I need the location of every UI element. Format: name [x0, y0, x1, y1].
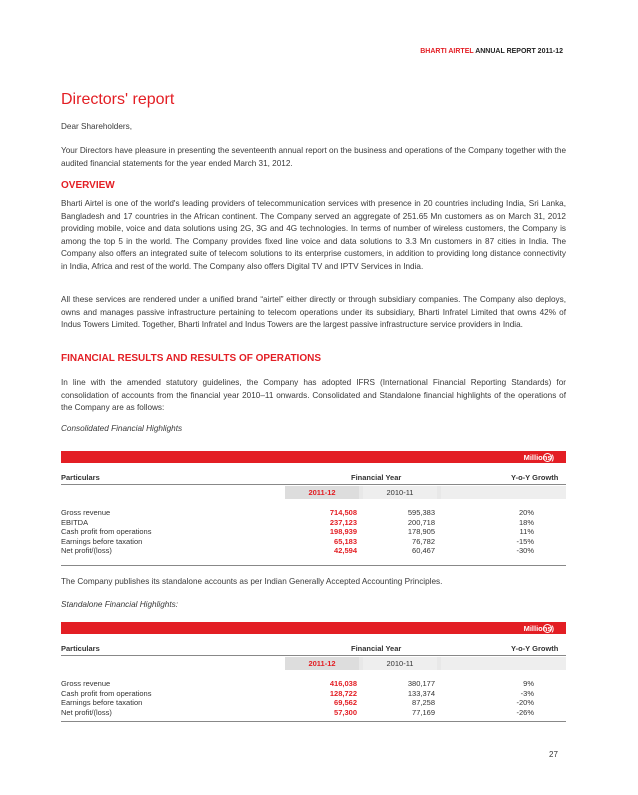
- value-growth: -30%: [516, 546, 534, 555]
- row-label: Net profit/(loss): [61, 546, 112, 555]
- value-growth: -20%: [516, 698, 534, 707]
- table-row: [61, 679, 566, 689]
- unit-label: Millions): [523, 624, 554, 633]
- row-label: Cash profit from operations: [61, 688, 152, 698]
- col-particulars: Particulars: [61, 644, 100, 653]
- table-row: [61, 518, 566, 528]
- value-growth: 11%: [519, 527, 534, 536]
- overview-paragraph-2: All these services are rendered under a unified brand “airtel” either directly or through subsidiary companies. The Company also deploys, owns and manages passive infrastructure pertaining to telecom operations under its subsidiary, Bharti Infratel Limited that owns 42% of Indus Towers Limited. Together, Bharti Infratel and Indus Towers are the largest passive infrastructure service providers in India.: [61, 295, 566, 329]
- row-label: EBITDA: [61, 517, 89, 527]
- value-year-1: 198,939: [329, 527, 357, 536]
- col-particulars: Particulars: [61, 473, 100, 482]
- value-growth: -15%: [516, 536, 534, 546]
- standalone-note: The Company publishes its standalone accounts as per Indian Generally Accepted Accounting Principles.: [61, 577, 443, 586]
- value-year-1: 714,508: [329, 508, 357, 517]
- value-year-2: 380,177: [407, 679, 435, 688]
- table-row: [61, 689, 566, 699]
- value-growth: 9%: [523, 679, 534, 688]
- year-subheader: [285, 657, 566, 670]
- value-year-1: 237,123: [329, 517, 357, 527]
- value-year-2: 87,258: [412, 698, 435, 707]
- col-yoy-growth: Y-o-Y Growth: [511, 644, 559, 653]
- standalone-unit-bar: [61, 622, 566, 634]
- intro-paragraph: Your Directors have pleasure in presenting the seventeenth annual report on the business and operations of the Company together with the audited financial statements for the year ended March 31, 2012.: [61, 146, 566, 168]
- consolidated-unit-bar: [61, 451, 566, 463]
- col-year-2: 2010-11: [363, 657, 437, 670]
- value-year-1: 128,722: [329, 688, 357, 698]
- value-growth: 18%: [518, 517, 534, 527]
- row-label: Gross revenue: [61, 679, 111, 688]
- col-year-2: 2010-11: [363, 486, 437, 499]
- col-financial-year: Financial Year: [351, 473, 402, 482]
- value-year-2: 595,383: [407, 508, 435, 517]
- table-row: [61, 546, 566, 556]
- row-label: Earnings before taxation: [61, 536, 143, 546]
- table-row: [61, 508, 566, 518]
- page-number: 27: [549, 750, 558, 759]
- value-year-1: 416,038: [329, 679, 357, 688]
- running-header: [0, 40, 563, 58]
- value-growth: 20%: [518, 508, 534, 517]
- col-financial-year: Financial Year: [351, 644, 402, 653]
- value-year-2: 200,718: [407, 517, 435, 527]
- financial-paragraph: In line with the amended statutory guidelines, the Company has adopted IFRS (International Financial Reporting Standards) for consolidation of accounts from the financial year 2010–11 onwards. Consolidated and Standalone financial highlights of the operations of the Company are as follows:: [61, 378, 566, 412]
- consolidated-rows: [61, 508, 566, 556]
- table-header: [61, 641, 566, 656]
- year-subheader: [285, 486, 566, 499]
- table-row: [61, 527, 566, 537]
- row-label: Net profit/(loss): [61, 707, 112, 717]
- consolidated-label: Consolidated Financial Highlights: [61, 424, 183, 433]
- table-row: [61, 708, 566, 718]
- standalone-label: Standalone Financial Highlights:: [61, 600, 178, 609]
- table-row: [61, 537, 566, 547]
- overview-heading: OVERVIEW: [61, 180, 115, 191]
- page-title: Directors' report: [61, 91, 175, 108]
- col-yoy-growth: Y-o-Y Growth: [511, 473, 559, 482]
- financial-heading: FINANCIAL RESULTS AND RESULTS OF OPERATIONS: [61, 353, 322, 364]
- value-year-2: 133,374: [407, 688, 435, 698]
- row-label: Gross revenue: [61, 508, 111, 517]
- value-year-1: 65,183: [334, 536, 357, 546]
- standalone-table: [61, 641, 566, 731]
- greeting: Dear Shareholders,: [61, 122, 132, 131]
- table-row: [61, 698, 566, 708]
- overview-paragraph-1: Bharti Airtel is one of the world's leading providers of telecommunication services with presence in 20 countries including India, Sri Lanka, Bangladesh and 17 countries in the African continent. The Company served an aggregate of 251.65 Mn customers as on March 31, 2012 providing mobile, voice and data solutions using 2G, 3G and 4G technologies. In terms of number of wireless customers, the Company is among the top 5 in the world. The Company provides fixed line voice and data solutions to 3.3 Mn customers in 87 cities in India. The Company also offers an integrated suite of telecom solutions to its enterprise customers, in addition to providing long distance connectivity in India, Africa and rest of the world. The Company also offers Digital TV and IPTV Services in India.: [61, 199, 566, 271]
- header-report-title: ANNUAL REPORT 2011-12: [473, 48, 563, 55]
- value-year-2: 178,905: [407, 527, 435, 536]
- value-year-2: 76,782: [412, 536, 435, 546]
- row-label: Cash profit from operations: [61, 527, 152, 536]
- value-year-1: 42,594: [334, 546, 357, 555]
- value-year-2: 77,169: [412, 707, 435, 717]
- value-year-1: 57,300: [334, 707, 357, 717]
- value-year-1: 69,562: [334, 698, 357, 707]
- value-growth: -26%: [516, 707, 534, 717]
- row-label: Earnings before taxation: [61, 698, 143, 707]
- consolidated-table: [61, 470, 566, 570]
- standalone-rows: [61, 679, 566, 717]
- col-year-1: 2011-12: [285, 486, 359, 499]
- value-year-2: 60,467: [412, 546, 435, 555]
- value-growth: -3%: [520, 688, 534, 698]
- table-header: [61, 470, 566, 485]
- header-brand: BHARTI AIRTEL: [420, 48, 474, 55]
- unit-label: Millions): [523, 453, 554, 462]
- col-year-1: 2011-12: [285, 657, 359, 670]
